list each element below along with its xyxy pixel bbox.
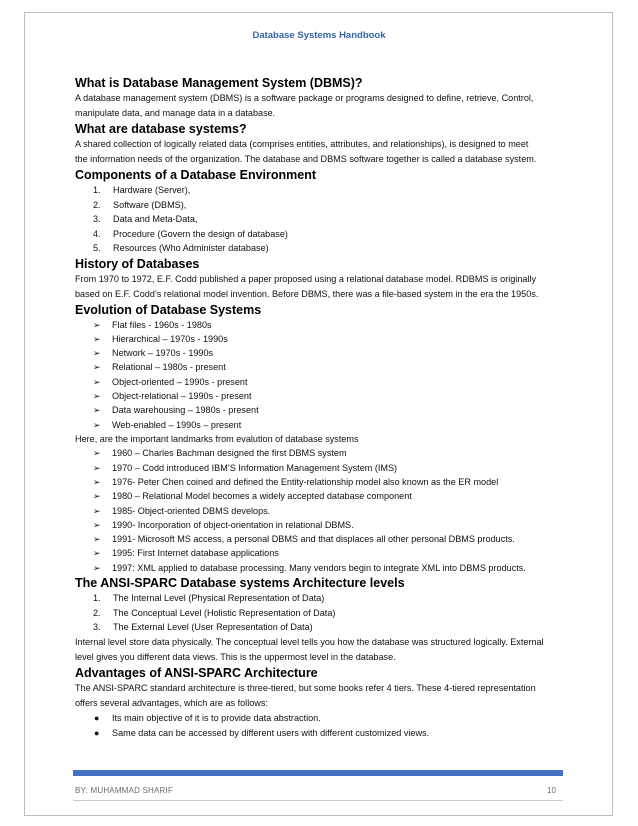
list-item: ➢ 1970 – Codd introduced IBM’S Information Management System (IMS) bbox=[75, 461, 575, 475]
paragraph-ansi-line1: Internal level store data physically. The conceptual level tells you how the database was structured logically. External bbox=[75, 636, 544, 647]
advantages-list bbox=[75, 711, 575, 741]
heading-components: Components of a Database Environment bbox=[75, 168, 317, 182]
list-item: ➢ Object-relational – 1990s - present bbox=[75, 389, 575, 403]
list-item: ➢ Relational – 1980s - present bbox=[75, 360, 575, 374]
arrow-bullet-icon: ➢ bbox=[93, 376, 101, 387]
footer-accent-bar bbox=[73, 770, 563, 776]
heading-advantages: Advantages of ANSI-SPARC Architecture bbox=[75, 665, 318, 680]
heading-database-systems: What are database systems? bbox=[75, 122, 247, 136]
arrow-bullet-icon: ➢ bbox=[93, 448, 101, 459]
ansi-levels-list bbox=[75, 591, 575, 635]
arrow-bullet-icon: ➢ bbox=[93, 348, 101, 359]
list-item: 3. The External Level (User Representation of Data) bbox=[93, 622, 313, 633]
list-item: ➢ 1980 – Relational Model becomes a widely accepted database component bbox=[75, 489, 575, 503]
list-item: ➢ 1990- Incorporation of object-orientation in relational DBMS. bbox=[75, 518, 575, 532]
arrow-bullet-icon: ➢ bbox=[93, 562, 101, 573]
arrow-bullet-icon: ➢ bbox=[93, 319, 101, 330]
arrow-bullet-icon: ➢ bbox=[93, 390, 101, 401]
arrow-bullet-icon: ➢ bbox=[93, 405, 101, 416]
page-number: 10 bbox=[547, 786, 556, 795]
page-content bbox=[75, 75, 575, 741]
list-item: ➢ Hierarchical – 1970s - 1990s bbox=[75, 332, 575, 346]
list-item: 4. Procedure (Govern the design of database) bbox=[93, 228, 288, 239]
list-item: ➢ 1991- Microsoft MS access, a personal DBMS and that displaces all other personal DBMS products. bbox=[75, 532, 575, 546]
bullet-icon: ● bbox=[94, 712, 100, 723]
paragraph-advantages-line1: The ANSI-SPARC standard architecture is three-tiered, but some books refer 4 tiers. These 4-tiered representation bbox=[75, 682, 536, 693]
arrow-bullet-icon: ➢ bbox=[93, 519, 101, 530]
list-item: 3. Data and Meta-Data, bbox=[93, 214, 198, 224]
list-item: 2. The Conceptual Level (Holistic Representation of Data) bbox=[93, 607, 336, 618]
footer-divider bbox=[73, 800, 563, 801]
paragraph-dbms-line1: A database management system (DBMS) is a software package or programs designed to define, retrieve, Control, bbox=[75, 93, 534, 103]
list-item: ➢ Network – 1970s - 1990s bbox=[75, 346, 575, 360]
arrow-bullet-icon: ➢ bbox=[93, 505, 101, 516]
list-item: ➢ 1995: First Internet database applications bbox=[75, 546, 575, 560]
list-item: ➢ 1960 – Charles Bachman designed the first DBMS system bbox=[75, 446, 575, 460]
list-item: 5. Resources (Who Administer database) bbox=[93, 243, 269, 253]
list-item: ➢ 1997: XML applied to database processing. Many vendors begin to integrate XML into DBMS products. bbox=[75, 561, 575, 575]
paragraph-history-line2: based on E.F. Codd’s relational model invention. Before DBMS, there was a file-based system in the era the 1950s. bbox=[75, 288, 539, 299]
list-item: ➢ 1985- Object-oriented DBMS develops. bbox=[75, 504, 575, 518]
paragraph-ansi-line2: level gives you different data views. This is the uppermost level in the database. bbox=[75, 651, 396, 662]
list-item: ➢ Object-oriented – 1990s - present bbox=[75, 375, 575, 389]
list-item: ➢ Data warehousing – 1980s - present bbox=[75, 403, 575, 417]
arrow-bullet-icon: ➢ bbox=[93, 491, 101, 502]
arrow-bullet-icon: ➢ bbox=[93, 534, 101, 545]
heading-evolution: Evolution of Database Systems bbox=[75, 302, 262, 317]
heading-history: History of Databases bbox=[75, 256, 200, 271]
arrow-bullet-icon: ➢ bbox=[93, 476, 101, 487]
heading-dbms: What is Database Management System (DBMS)? bbox=[75, 76, 363, 90]
evolution-list bbox=[75, 318, 575, 432]
bullet-icon: ● bbox=[94, 727, 100, 738]
list-item: ➢ 1976- Peter Chen coined and defined the Entity-relationship model also known as the ER model bbox=[75, 475, 575, 489]
components-list bbox=[75, 183, 575, 256]
paragraph-history-line1: From 1970 to 1972, E.F. Codd published a paper proposed using a relational database model. RDBMS is originally bbox=[75, 273, 537, 284]
arrow-bullet-icon: ➢ bbox=[93, 362, 101, 373]
arrow-bullet-icon: ➢ bbox=[93, 333, 101, 344]
list-item: ● Its main objective of it is to provide data abstraction. bbox=[75, 711, 575, 726]
list-item: 2. Software (DBMS), bbox=[93, 199, 187, 210]
list-item: ➢ Flat files - 1960s - 1980s bbox=[75, 318, 575, 332]
paragraph-systems-line1: A shared collection of logically related data (comprises entities, attributes, and relationships), is designed to meet bbox=[75, 139, 529, 149]
footer-author: BY: MUHAMMAD SHARIF bbox=[75, 786, 174, 795]
heading-ansi-sparc-levels: The ANSI-SPARC Database systems Architecture levels bbox=[75, 576, 405, 591]
list-item: ● Same data can be accessed by different users with different customized views. bbox=[75, 726, 575, 741]
paragraph-systems-line2: the information needs of the organization. The database and DBMS software together is called a database system. bbox=[75, 154, 537, 164]
arrow-bullet-icon: ➢ bbox=[93, 462, 101, 473]
running-header: Database Systems Handbook bbox=[252, 30, 386, 41]
list-item: ➢ Web-enabled – 1990s – present bbox=[75, 418, 575, 432]
list-item: 1. The Internal Level (Physical Representation of Data) bbox=[93, 593, 325, 604]
paragraph-dbms-line2: manipulate data, and manage data in a database. bbox=[75, 108, 276, 118]
landmarks-list bbox=[75, 446, 575, 575]
landmarks-intro: Here, are the important landmarks from evalution of database systems bbox=[75, 433, 359, 444]
arrow-bullet-icon: ➢ bbox=[93, 419, 101, 430]
paragraph-advantages-line2: offers several advantages, which are as follows: bbox=[75, 697, 268, 708]
arrow-bullet-icon: ➢ bbox=[93, 548, 101, 559]
list-item: 1. Hardware (Server), bbox=[93, 185, 191, 195]
